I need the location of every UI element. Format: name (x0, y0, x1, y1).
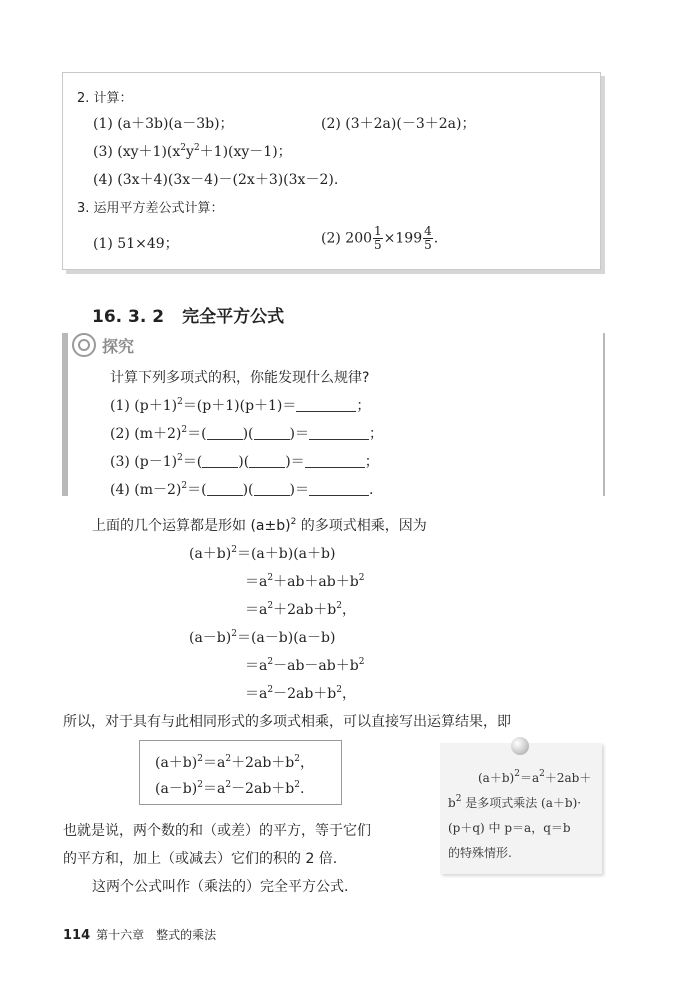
derivation-line-2: $=a^2+ab+ab+b^2$ (245, 573, 365, 590)
explore-block (62, 333, 605, 496)
side-note (440, 743, 602, 874)
fraction-four-fifths: $\frac{4}{5}$ (424, 224, 432, 252)
answer-blank[interactable] (254, 482, 290, 496)
derivation-line-3: $=a^2+2ab+b^2$， (245, 601, 357, 618)
explore-item-4: (4) $(m-2)^2=$( )( )＝ . (110, 481, 374, 498)
explore-item-3: (3) $(p-1)^2=$( )( )＝ ； (110, 453, 379, 470)
formula-sum-square: $(a+b)^2=a^2+2ab+b^2$， (155, 754, 314, 771)
section-name: 完全平方公式 (182, 307, 285, 327)
exercise-2-2: (2) (3＋2a)(－3＋2a)； (321, 116, 476, 132)
paragraph-meaning-line-2: 的平方和，加上（或减去）它们的积的 2 倍. (63, 851, 338, 867)
exercise-2-4: (4) (3x＋4)(3x－4)－(2x＋3)(3x－2). (93, 172, 339, 188)
answer-blank[interactable] (207, 482, 243, 496)
exercise-2-1: (1) (a＋3b)(a－3b)； (93, 116, 234, 132)
answer-blank[interactable] (309, 482, 369, 496)
explore-right-bar (603, 333, 605, 496)
answer-blank[interactable] (249, 454, 285, 468)
exercise-2-3: (3) $(xy+1)(x^2y^2+1)(xy-1)$； (93, 143, 292, 160)
derivation-line-4: $(a-b)^2=(a-b)(a-b)$ (189, 629, 336, 646)
derivation-line-1: $(a+b)^2=(a+b)(a+b)$ (189, 545, 336, 562)
answer-blank[interactable] (309, 426, 369, 440)
exercise-2-label: 2. 计算： (77, 91, 133, 106)
chapter-title: 第十六章 整式的乘法 (96, 928, 217, 942)
page-footer (63, 926, 216, 943)
note-line-3: (p＋q) 中 p＝a，q＝b (448, 821, 571, 835)
exercise-3-1: (1) 51×49； (93, 236, 179, 252)
paragraph-intro: 上面的几个运算都是形如 $(a\pm b)^2$ 的多项式相乘，因为 (92, 517, 427, 534)
fraction-one-fifth: $\frac{1}{5}$ (374, 224, 382, 252)
explore-left-bar (62, 333, 68, 496)
answer-blank[interactable] (202, 454, 238, 468)
explore-heading: 探究 (72, 333, 134, 357)
derivation-line-5: $=a^2-ab-ab+b^2$ (245, 657, 365, 674)
paragraph-definition: 这两个公式叫作（乘法的）完全平方公式. (92, 879, 349, 895)
explore-item-1: (1) $(p+1)^2=(p+1)(p+1)=$ ； (110, 397, 371, 414)
exercise-box (62, 72, 601, 270)
paragraph-therefore: 所以，对于具有与此相同形式的多项式相乘，可以直接写出运算结果，即 (63, 714, 511, 730)
explore-icon (72, 333, 96, 357)
derivation-line-6: $=a^2-2ab+b^2$， (245, 685, 357, 702)
pushpin-icon (511, 737, 529, 755)
answer-blank[interactable] (254, 426, 290, 440)
page-number: 114 (63, 928, 91, 943)
formula-box (139, 740, 342, 805)
explore-item-2: (2) $(m+2)^2=$( )( )＝ ； (110, 425, 383, 442)
note-line-2: $b^2$ 是多项式乘法 (a＋b)· (448, 794, 582, 810)
answer-blank[interactable] (305, 454, 365, 468)
explore-intro: 计算下列多项式的积，你能发现什么规律? (110, 370, 370, 386)
answer-blank[interactable] (207, 426, 243, 440)
exercise-3-label: 3. 运用平方差公式计算： (77, 201, 224, 216)
note-line-4: 的特殊情形. (448, 846, 512, 860)
answer-blank[interactable] (296, 398, 356, 412)
note-line-1: $(a+b)^2=a^2+2ab+$ (478, 769, 592, 785)
paragraph-meaning-line-1: 也就是说，两个数的和（或差）的平方，等于它们 (63, 823, 371, 839)
exercise-3-2: (2) 200 $\frac{1}{5}$ ×199 $\frac{4}{5}$ . (321, 224, 439, 252)
formula-diff-square: $(a-b)^2=a^2-2ab+b^2$. (155, 780, 305, 797)
section-number: 16. 3. 2 (92, 307, 165, 327)
section-title (92, 302, 284, 327)
